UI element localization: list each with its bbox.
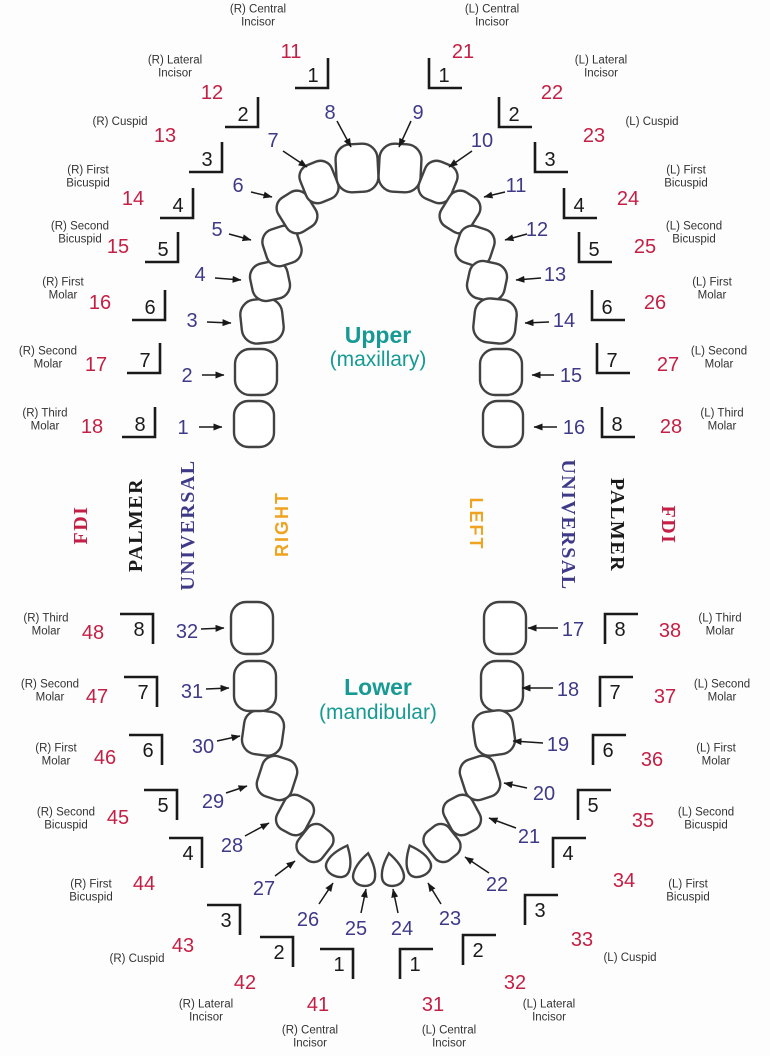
fdi-number-13: 13 bbox=[153, 125, 177, 147]
universal-arrow-19 bbox=[513, 741, 543, 743]
fdi-number-32: 32 bbox=[503, 972, 527, 994]
fdi-number-35: 35 bbox=[631, 810, 655, 832]
tooth-name-label: (R) Second bbox=[20, 678, 80, 691]
tooth-name-label: Bicuspid bbox=[69, 891, 113, 904]
universal-number-18: 18 bbox=[556, 679, 580, 701]
tooth-14 bbox=[472, 297, 518, 345]
palmer-number-upper_right-4: 4 bbox=[172, 195, 184, 217]
universal-arrow-24 bbox=[393, 889, 398, 913]
fdi-number-42: 42 bbox=[233, 972, 257, 994]
tooth-name-label: (L) First bbox=[692, 276, 732, 289]
palmer-number-upper_right-7: 7 bbox=[139, 350, 151, 372]
tooth-8 bbox=[335, 143, 379, 193]
universal-number-26: 26 bbox=[296, 909, 320, 931]
universal-arrow-4 bbox=[215, 278, 241, 280]
tooth-name-label: (L) Second bbox=[677, 806, 735, 819]
tooth-name-label: Bicuspid bbox=[44, 819, 88, 832]
upper-subtitle: (maxillary) bbox=[329, 348, 427, 371]
palmer-number-upper_left-8: 8 bbox=[611, 414, 623, 436]
tooth-name-label: (L) Second bbox=[693, 678, 751, 691]
universal-number-30: 30 bbox=[191, 736, 215, 758]
universal-arrow-5 bbox=[229, 234, 251, 240]
universal-arrow-7 bbox=[283, 151, 307, 167]
lower-subtitle: (mandibular) bbox=[319, 701, 437, 724]
universal-number-8: 8 bbox=[324, 102, 336, 124]
tooth-name-label: Molar bbox=[705, 625, 735, 638]
lower-title: Lower bbox=[344, 674, 412, 700]
universal-number-27: 27 bbox=[252, 878, 276, 900]
tooth-name-label: (L) First bbox=[696, 742, 736, 755]
universal-number-9: 9 bbox=[412, 102, 424, 124]
tooth-name-label: Bicuspid bbox=[684, 819, 728, 832]
tooth-name-label: Incisor bbox=[241, 16, 275, 29]
tooth-name-label: Molar bbox=[31, 625, 61, 638]
tooth-name-label: Bicuspid bbox=[66, 177, 110, 190]
tooth-name-label: (R) First bbox=[42, 276, 84, 289]
tooth-25 bbox=[352, 851, 379, 887]
tooth-name-label: (R) First bbox=[35, 742, 77, 755]
universal-arrow-25 bbox=[361, 889, 366, 913]
universal-arrow-30 bbox=[217, 736, 240, 741]
fdi-number-17: 17 bbox=[84, 354, 108, 376]
universal-number-3: 3 bbox=[186, 310, 198, 332]
tooth-16 bbox=[483, 401, 523, 447]
tooth-name-label: (R) Second bbox=[18, 345, 78, 358]
palmer-number-lower_right-2: 2 bbox=[273, 942, 285, 964]
palmer-number-lower_right-3: 3 bbox=[220, 910, 232, 932]
universal-number-15: 15 bbox=[559, 365, 583, 387]
tooth-18 bbox=[481, 661, 523, 711]
tooth-name-label: (R) Central bbox=[281, 1024, 339, 1037]
universal-number-6: 6 bbox=[232, 175, 244, 197]
tooth-name-label: Molar bbox=[697, 289, 727, 302]
universal-arrow-20 bbox=[504, 783, 527, 788]
universal-number-16: 16 bbox=[562, 417, 586, 439]
tooth-name-label: (R) Second bbox=[36, 806, 96, 819]
tooth-name-label: (L) Lateral bbox=[522, 998, 576, 1011]
universal-number-2: 2 bbox=[181, 365, 193, 387]
palmer-number-upper_right-8: 8 bbox=[134, 414, 146, 436]
universal-arrow-31 bbox=[206, 688, 229, 689]
fdi-number-44: 44 bbox=[132, 873, 156, 895]
palmer-number-upper_right-1: 1 bbox=[307, 65, 319, 87]
palmer-number-upper_right-2: 2 bbox=[237, 104, 249, 126]
fdi-number-38: 38 bbox=[658, 620, 682, 642]
palmer-number-lower_left-1: 1 bbox=[409, 954, 421, 976]
tooth-9 bbox=[378, 143, 422, 193]
universal-number-24: 24 bbox=[390, 918, 414, 940]
universal-number-22: 22 bbox=[485, 874, 509, 896]
fdi-number-15: 15 bbox=[106, 236, 130, 258]
notation-label-universal-left: UNIVERSAL bbox=[177, 459, 199, 591]
tooth-name-label: (L) Lateral bbox=[574, 54, 628, 67]
universal-arrow-23 bbox=[428, 883, 441, 904]
palmer-number-lower_right-7: 7 bbox=[137, 682, 149, 704]
universal-arrow-28 bbox=[245, 823, 269, 836]
notation-label-palmer-right: PALMER bbox=[606, 477, 628, 573]
notation-label-fdi-left: FDI bbox=[70, 505, 92, 545]
tooth-17 bbox=[484, 602, 526, 654]
fdi-number-43: 43 bbox=[171, 935, 195, 957]
palmer-number-upper_left-4: 4 bbox=[573, 195, 585, 217]
universal-number-14: 14 bbox=[552, 310, 576, 332]
side-label-right: RIGHT bbox=[272, 491, 292, 557]
universal-number-4: 4 bbox=[194, 264, 206, 286]
fdi-number-48: 48 bbox=[81, 622, 105, 644]
palmer-number-upper_right-6: 6 bbox=[144, 297, 156, 319]
tooth-name-label: (R) Lateral bbox=[178, 998, 234, 1011]
fdi-number-46: 46 bbox=[93, 747, 117, 769]
tooth-name-label: (R) Cuspid bbox=[109, 953, 165, 966]
tooth-1 bbox=[234, 401, 274, 447]
universal-arrow-14 bbox=[525, 322, 549, 323]
palmer-number-lower_left-6: 6 bbox=[602, 740, 614, 762]
fdi-number-45: 45 bbox=[106, 807, 130, 829]
tooth-name-label: Molar bbox=[704, 358, 734, 371]
notation-label-universal-right: UNIVERSAL bbox=[557, 459, 579, 591]
universal-number-10: 10 bbox=[470, 130, 494, 152]
palmer-number-upper_left-6: 6 bbox=[601, 297, 613, 319]
fdi-number-25: 25 bbox=[633, 236, 657, 258]
fdi-number-31: 31 bbox=[421, 994, 445, 1016]
universal-arrow-27 bbox=[275, 861, 295, 876]
tooth-32 bbox=[231, 602, 273, 654]
palmer-number-upper_right-3: 3 bbox=[201, 149, 213, 171]
tooth-name-label: (R) Central bbox=[229, 3, 287, 16]
palmer-number-lower_left-4: 4 bbox=[562, 843, 574, 865]
fdi-number-47: 47 bbox=[85, 686, 109, 708]
fdi-number-26: 26 bbox=[643, 292, 667, 314]
tooth-name-label: Molar bbox=[33, 358, 63, 371]
universal-arrow-21 bbox=[489, 818, 516, 828]
tooth-3 bbox=[239, 297, 285, 345]
palmer-number-lower_left-7: 7 bbox=[609, 682, 621, 704]
tooth-name-label: Bicuspid bbox=[672, 233, 716, 246]
tooth-name-label: Molar bbox=[701, 755, 731, 768]
universal-arrow-3 bbox=[207, 322, 231, 323]
tooth-name-label: (R) Third bbox=[23, 612, 69, 625]
fdi-number-21: 21 bbox=[451, 41, 475, 63]
tooth-name-label: (L) Cuspid bbox=[625, 116, 679, 129]
tooth-name-label: Incisor bbox=[532, 1011, 566, 1024]
universal-number-20: 20 bbox=[532, 783, 556, 805]
palmer-number-lower_right-6: 6 bbox=[142, 740, 154, 762]
fdi-number-41: 41 bbox=[306, 994, 330, 1016]
tooth-name-label: (L) Second bbox=[665, 220, 723, 233]
tooth-name-label: (L) Third bbox=[700, 407, 744, 420]
palmer-number-upper_right-5: 5 bbox=[157, 239, 169, 261]
tooth-name-label: Molar bbox=[707, 420, 737, 433]
tooth-name-label: Incisor bbox=[293, 1037, 327, 1050]
tooth-name-label: (R) First bbox=[70, 878, 112, 891]
tooth-2 bbox=[235, 349, 277, 395]
universal-arrow-13 bbox=[516, 278, 541, 280]
universal-arrow-12 bbox=[505, 234, 527, 240]
palmer-number-lower_right-1: 1 bbox=[333, 954, 345, 976]
universal-number-5: 5 bbox=[211, 219, 223, 241]
upper-arch-title bbox=[330, 322, 427, 371]
tooth-name-label: Incisor bbox=[584, 67, 618, 80]
universal-number-13: 13 bbox=[543, 264, 567, 286]
fdi-number-23: 23 bbox=[582, 125, 606, 147]
fdi-number-28: 28 bbox=[659, 416, 683, 438]
tooth-name-label: Bicuspid bbox=[58, 233, 102, 246]
tooth-name-label: Bicuspid bbox=[666, 891, 710, 904]
tooth-15 bbox=[480, 349, 522, 395]
universal-number-32: 32 bbox=[175, 621, 199, 643]
fdi-number-27: 27 bbox=[656, 354, 680, 376]
tooth-name-label: (L) Central bbox=[464, 3, 520, 16]
universal-number-25: 25 bbox=[344, 918, 368, 940]
tooth-name-label: Molar bbox=[30, 420, 60, 433]
tooth-name-label: Incisor bbox=[475, 16, 509, 29]
universal-number-21: 21 bbox=[517, 826, 541, 848]
universal-number-28: 28 bbox=[220, 835, 244, 857]
side-label-left: LEFT bbox=[466, 497, 486, 551]
tooth-name-label: Molar bbox=[48, 289, 78, 302]
tooth-name-label: (L) Cuspid bbox=[603, 952, 657, 965]
tooth-30 bbox=[240, 708, 286, 757]
palmer-number-lower_left-2: 2 bbox=[472, 940, 484, 962]
fdi-number-37: 37 bbox=[653, 686, 677, 708]
fdi-number-33: 33 bbox=[570, 929, 594, 951]
palmer-number-upper_left-2: 2 bbox=[508, 104, 520, 126]
palmer-number-lower_left-5: 5 bbox=[587, 795, 599, 817]
universal-arrow-29 bbox=[226, 786, 247, 793]
tooth-24 bbox=[378, 851, 405, 887]
universal-number-17: 17 bbox=[561, 619, 585, 641]
universal-arrow-10 bbox=[449, 151, 472, 167]
tooth-name-label: Incisor bbox=[189, 1011, 223, 1024]
fdi-number-12: 12 bbox=[200, 82, 224, 104]
fdi-number-14: 14 bbox=[121, 188, 145, 210]
tooth-name-label: (R) Third bbox=[22, 407, 68, 420]
universal-arrow-26 bbox=[319, 883, 333, 904]
notation-band bbox=[70, 459, 679, 590]
fdi-number-34: 34 bbox=[612, 870, 636, 892]
palmer-number-upper_left-3: 3 bbox=[544, 149, 556, 171]
tooth-name-label: (L) First bbox=[668, 878, 708, 891]
tooth-19 bbox=[471, 708, 517, 757]
universal-number-23: 23 bbox=[438, 908, 462, 930]
tooth-31 bbox=[234, 661, 276, 711]
palmer-number-upper_left-7: 7 bbox=[606, 350, 618, 372]
tooth-name-label: Incisor bbox=[432, 1037, 466, 1050]
tooth-name-label: (R) Lateral bbox=[147, 54, 203, 67]
palmer-number-upper_left-5: 5 bbox=[588, 239, 600, 261]
tooth-name-label: Incisor bbox=[158, 67, 192, 80]
tooth-name-label: (L) Central bbox=[421, 1024, 477, 1037]
notation-label-fdi-right: FDI bbox=[657, 505, 679, 545]
universal-number-1: 1 bbox=[177, 417, 189, 439]
universal-number-11: 11 bbox=[505, 175, 527, 197]
upper-title: Upper bbox=[344, 322, 412, 348]
palmer-number-lower_left-3: 3 bbox=[534, 900, 546, 922]
tooth-name-label: (L) First bbox=[666, 164, 706, 177]
universal-number-29: 29 bbox=[201, 791, 225, 813]
fdi-number-24: 24 bbox=[616, 188, 640, 210]
tooth-name-label: (R) First bbox=[67, 164, 109, 177]
tooth-name-label: Molar bbox=[41, 755, 71, 768]
universal-arrow-32 bbox=[201, 628, 224, 629]
universal-number-31: 31 bbox=[180, 681, 204, 703]
universal-number-19: 19 bbox=[546, 734, 570, 756]
palmer-number-upper_left-1: 1 bbox=[438, 65, 450, 87]
tooth-name-label: (L) Second bbox=[690, 345, 748, 358]
tooth-name-label: (R) Cuspid bbox=[92, 116, 148, 129]
tooth-name-label: (L) Third bbox=[698, 612, 742, 625]
tooth-name-label: Molar bbox=[707, 691, 737, 704]
fdi-number-11: 11 bbox=[280, 41, 302, 63]
tooth-name-label: Molar bbox=[35, 691, 65, 704]
fdi-number-36: 36 bbox=[640, 749, 664, 771]
palmer-number-lower_right-4: 4 bbox=[182, 843, 194, 865]
fdi-number-16: 16 bbox=[88, 292, 112, 314]
universal-arrow-6 bbox=[251, 192, 272, 197]
universal-arrow-11 bbox=[484, 192, 505, 197]
universal-number-12: 12 bbox=[525, 219, 549, 241]
universal-arrow-22 bbox=[465, 857, 489, 873]
palmer-number-lower_left-8: 8 bbox=[614, 619, 626, 641]
fdi-number-22: 22 bbox=[540, 82, 564, 104]
lower-arch-title bbox=[319, 674, 437, 724]
palmer-number-lower_right-5: 5 bbox=[157, 795, 169, 817]
tooth-name-label: (R) Second bbox=[50, 220, 110, 233]
universal-number-7: 7 bbox=[267, 130, 279, 152]
fdi-number-18: 18 bbox=[80, 416, 104, 438]
palmer-number-lower_right-8: 8 bbox=[133, 619, 145, 641]
notation-label-palmer-left: PALMER bbox=[125, 477, 147, 573]
tooth-name-label: Bicuspid bbox=[664, 177, 708, 190]
universal-arrow-8 bbox=[337, 121, 351, 147]
